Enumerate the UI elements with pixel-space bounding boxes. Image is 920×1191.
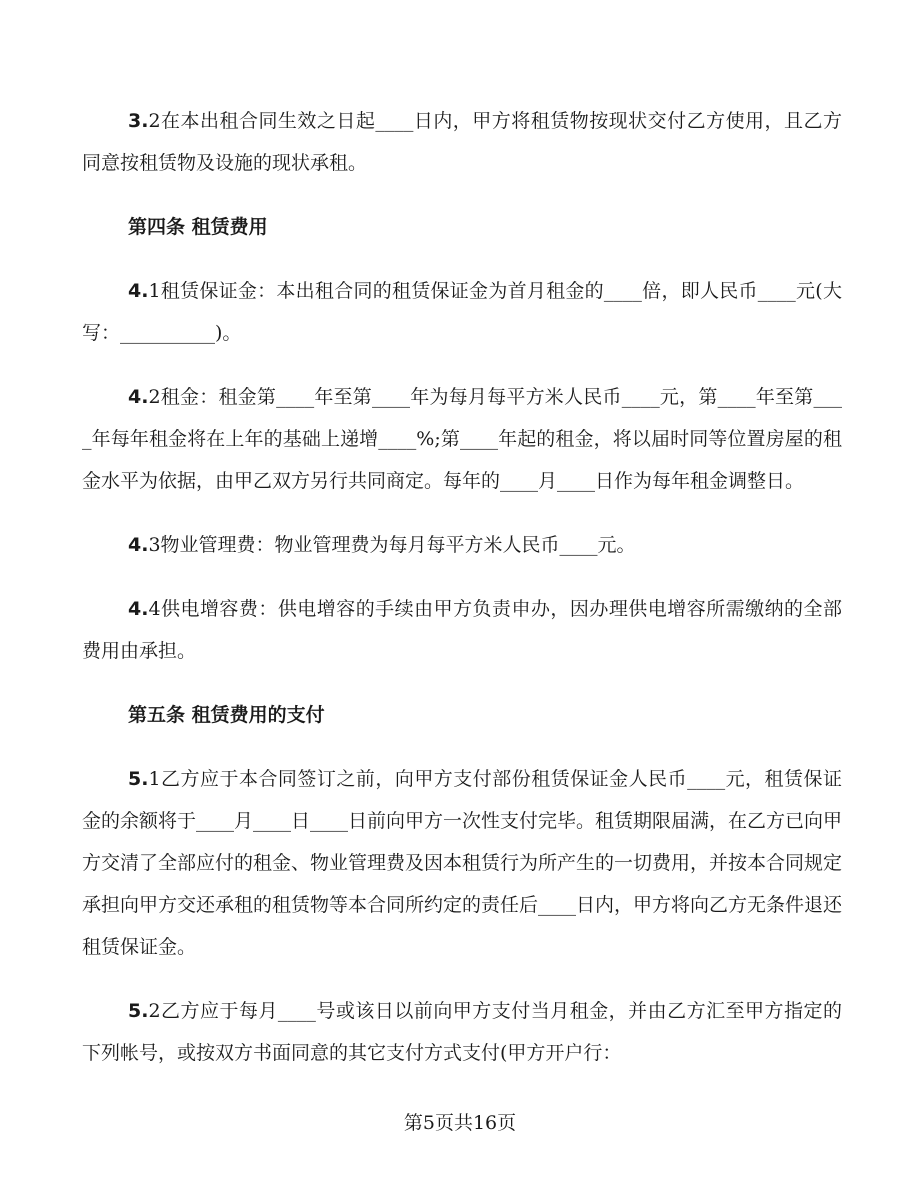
clause-number: 5. bbox=[128, 1000, 149, 1022]
clause-number: 4. bbox=[128, 280, 149, 302]
clause-number: 4. bbox=[128, 598, 149, 620]
clause-text: 1租赁保证金：本出租合同的租赁保证金为首月租金的____倍，即人民币____元(大写：__________)。 bbox=[82, 280, 842, 344]
clause-paragraph bbox=[82, 588, 842, 672]
clause-paragraph bbox=[82, 990, 842, 1074]
clause-text: 1乙方应于本合同签订之前，向甲方支付部份租赁保证金人民币____元，租赁保证金的余额将于____月____日____日前向甲方一次性支付完毕。租赁期限届满，在乙方已向甲方交清了全部应付的租金、物业管理费及因本租赁行为所产生的一切费用，并按本合同规定承担向甲方交还承租的租赁物等本合同所约定的责任后____日内，甲方将向乙方无条件退还租赁保证金。 bbox=[82, 768, 843, 958]
clause-text: 2在本出租合同生效之日起____日内，甲方将租赁物按现状交付乙方使用，且乙方同意按租赁物及设施的现状承租。 bbox=[82, 110, 842, 174]
document-body bbox=[82, 100, 842, 1096]
clause-paragraph bbox=[82, 524, 842, 566]
clause-paragraph bbox=[82, 758, 842, 968]
clause-number: 4. bbox=[128, 386, 149, 408]
clause-text: 4供电增容费：供电增容的手续由甲方负责申办，因办理供电增容所需缴纳的全部费用由承担。 bbox=[82, 598, 842, 662]
clause-paragraph bbox=[82, 100, 842, 184]
clause-paragraph bbox=[82, 376, 842, 502]
clause-text: 2乙方应于每月____号或该日以前向甲方支付当月租金，并由乙方汇至甲方指定的下列帐号，或按双方书面同意的其它支付方式支付(甲方开户行： bbox=[82, 1000, 842, 1064]
clause-text: 3物业管理费：物业管理费为每月每平方米人民币____元。 bbox=[148, 534, 636, 556]
clause-number: 3. bbox=[128, 110, 149, 132]
clause-text: 2租金：租金第____年至第____年为每月每平方米人民币____元，第____年至第____年每年租金将在上年的基础上递增____%;第____年起的租金，将以届时同等位置房屋的租金水平为依据，由甲乙双方另行共同商定。每年的____月____日作为每年租金调整日。 bbox=[82, 386, 842, 492]
section-heading: 第四条 租赁费用 bbox=[128, 216, 268, 238]
page-number: 第5页共16页 bbox=[403, 1112, 517, 1134]
clause-number: 4. bbox=[128, 534, 149, 556]
clause-paragraph bbox=[82, 270, 842, 354]
clause-number: 5. bbox=[128, 768, 149, 790]
section-heading: 第五条 租赁费用的支付 bbox=[128, 704, 325, 726]
